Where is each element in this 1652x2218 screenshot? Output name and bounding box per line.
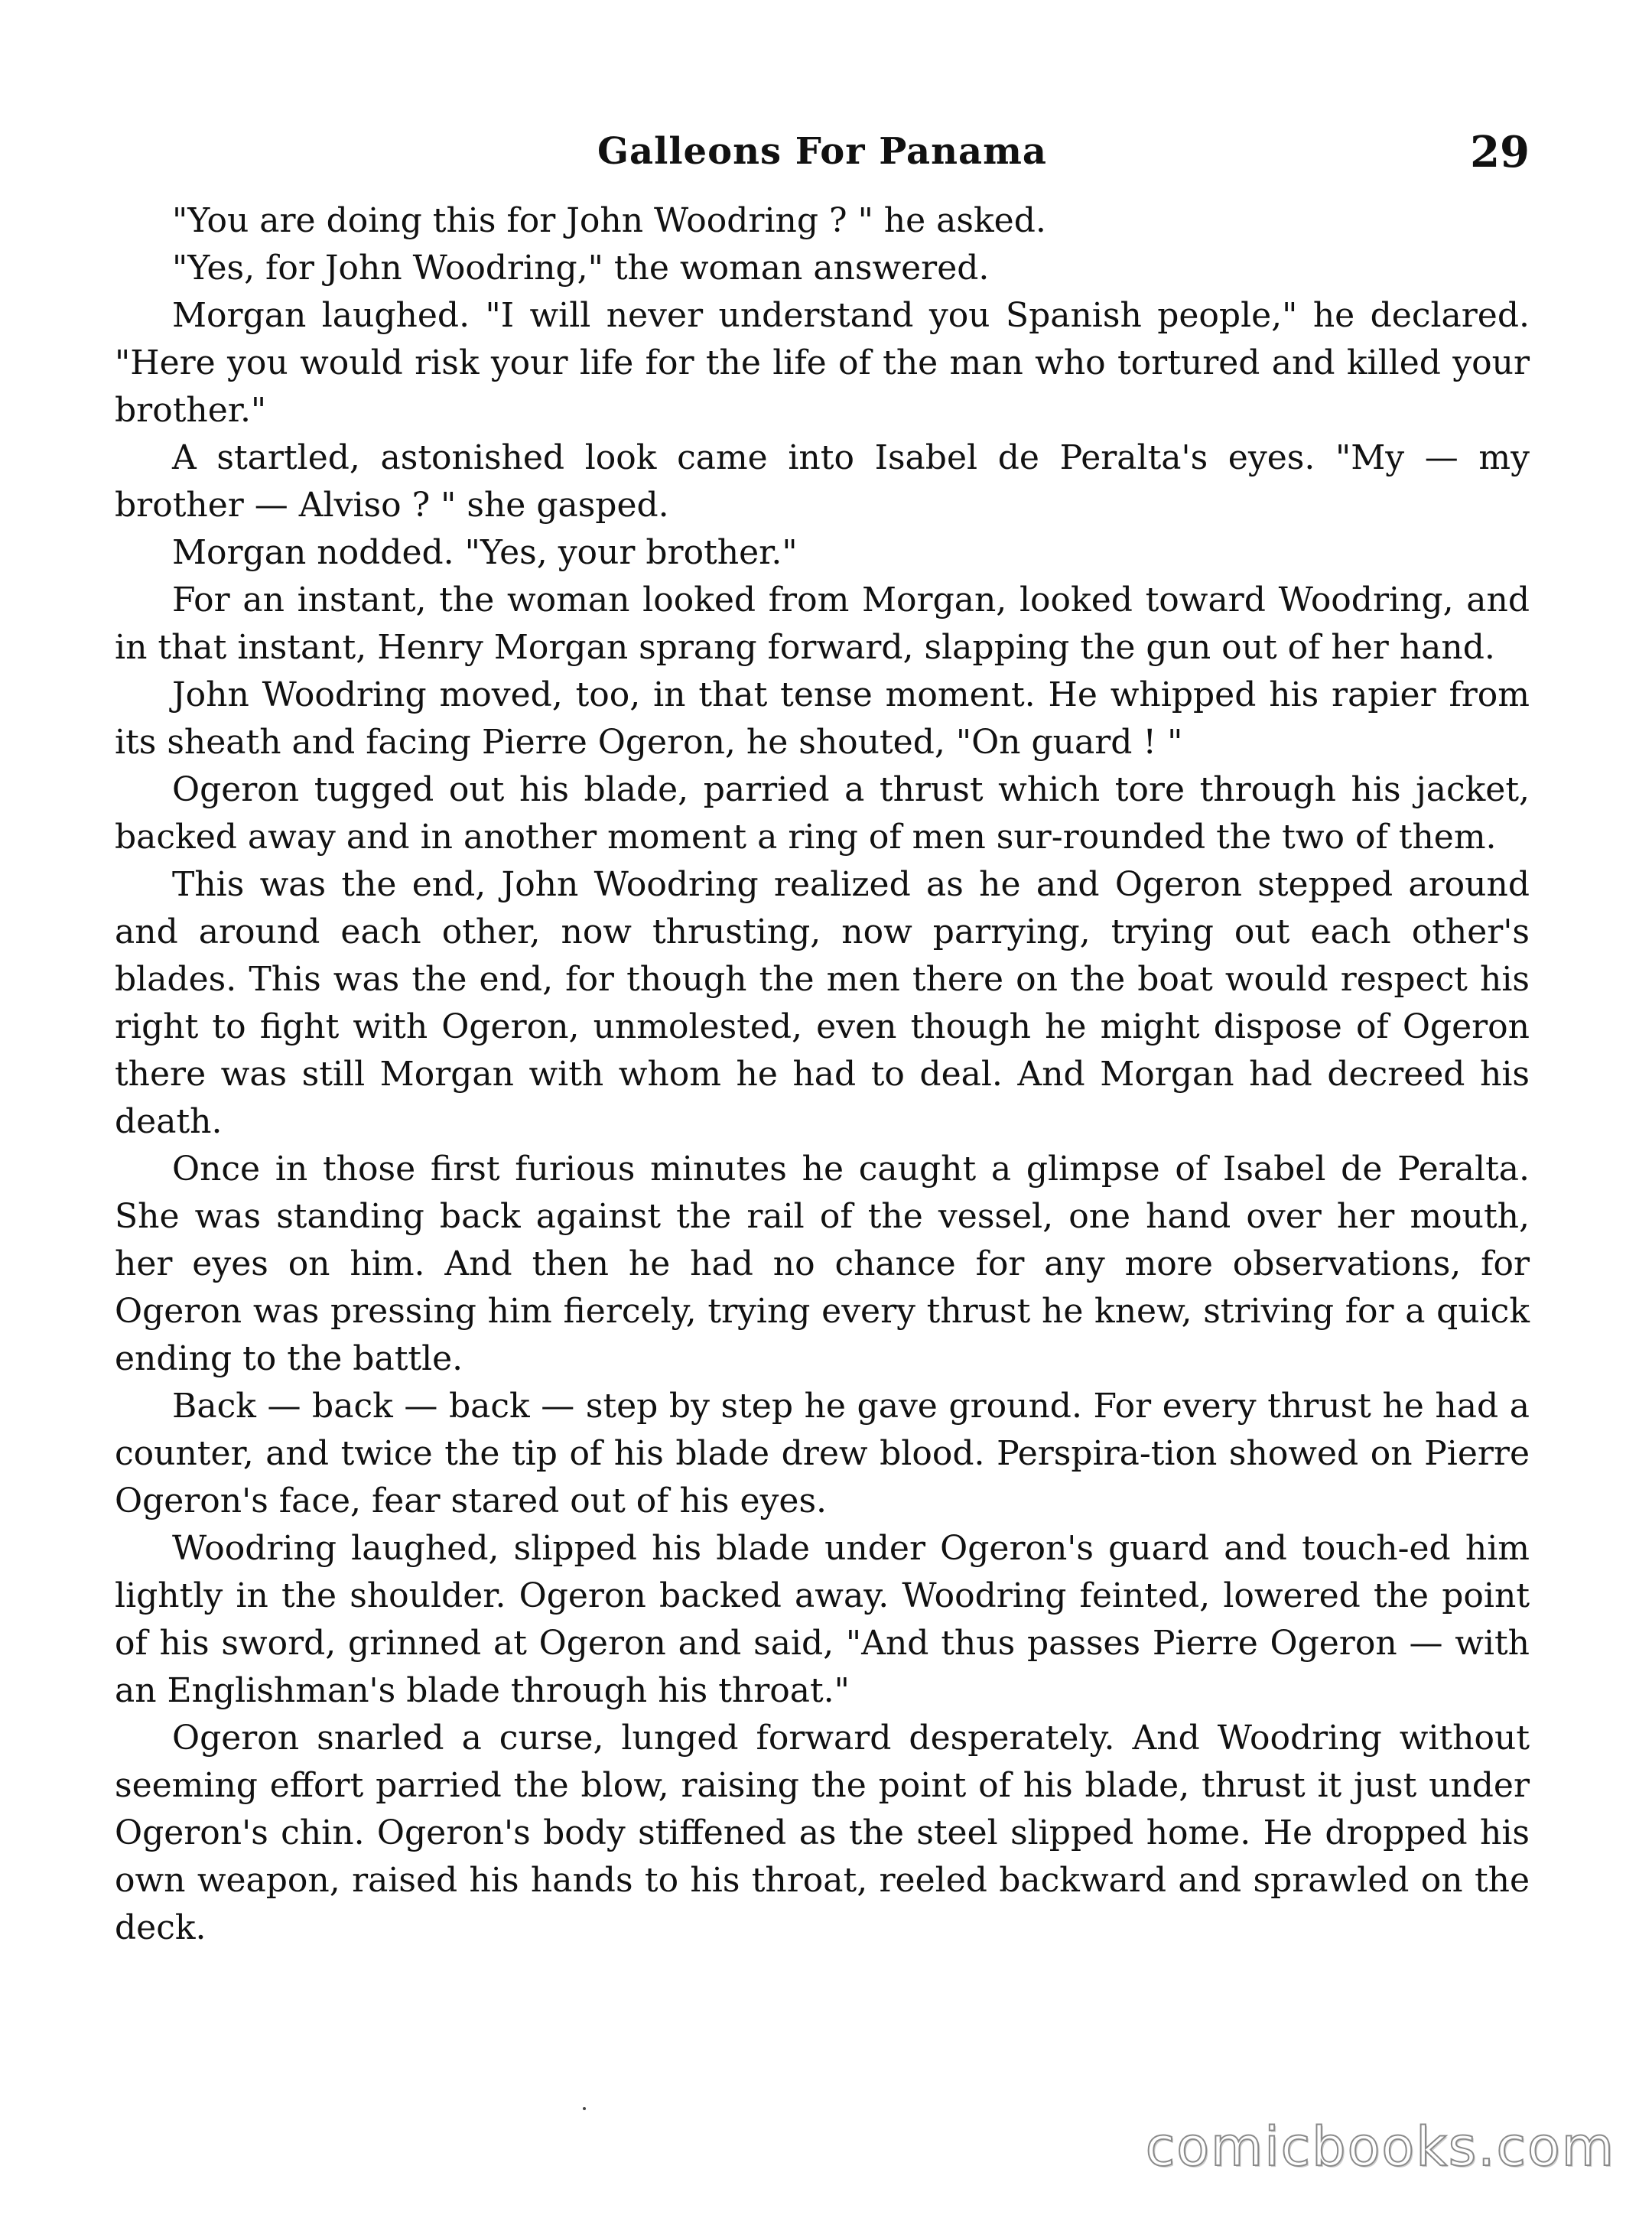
page-number: 29 bbox=[1470, 127, 1530, 177]
print-speck bbox=[583, 2107, 586, 2110]
watermark: comicbooks.com bbox=[1145, 2116, 1615, 2178]
paragraph: Once in those first furious minutes he caught a glimpse of Isabel de Peralta. She was standing back against the rail of the vessel, one hand over her mouth, her eyes on him. And then he had no chance for any more observations, for Ogeron was pressing him fiercely, trying every thrust he knew, striving for a quick ending to the battle. bbox=[115, 1150, 1530, 1378]
page-header bbox=[115, 127, 1530, 184]
paragraph: Ogeron tugged out his blade, parried a thrust which tore through his jacket, backed away and in another moment a ring of men sur-rounded the two of them. bbox=[115, 770, 1530, 857]
paragraph: John Woodring moved, too, in that tense moment. He whipped his rapier from its sheath and facing Pierre Ogeron, he shouted, "On guard ! " bbox=[115, 675, 1530, 762]
paragraph: A startled, astonished look came into Isabel de Peralta's eyes. "My — my brother — Alviso ? " she gasped. bbox=[115, 438, 1530, 525]
body-text bbox=[115, 197, 1530, 1952]
paragraph: Back — back — back — step by step he gave ground. For every thrust he had a counter, and twice the tip of his blade drew blood. Perspira-tion showed on Pierre Ogeron's face, fear stared out of his eyes. bbox=[115, 1387, 1530, 1520]
paragraph: Morgan nodded. "Yes, your brother." bbox=[172, 533, 798, 572]
paragraph: Ogeron snarled a curse, lunged forward desperately. And Woodring without seeming effort parried the blow, raising the point of his blade, thrust it just under Ogeron's chin. Ogeron's body stiffened as the steel slipped home. He dropped his own weapon, raised his hands to his throat, reeled backward and sprawled on the deck. bbox=[115, 1719, 1530, 1947]
paragraph: This was the end, John Woodring realized as he and Ogeron stepped around and around each other, now thrusting, now parrying, trying out each other's blades. This was the end, for though the men there on the boat would respect his right to fight with Ogeron, unmolested, even though he might dispose of Ogeron there was still Morgan with whom he had to deal. And Morgan had decreed his death. bbox=[115, 865, 1530, 1141]
paragraph: Morgan laughed. "I will never understand you Spanish people," he declared. "Here you would risk your life for the life of the man who tortured and killed your brother." bbox=[115, 296, 1530, 430]
paragraph: "You are doing this for John Woodring ? " he asked. bbox=[172, 201, 1046, 240]
running-title: Galleons For Panama bbox=[597, 130, 1047, 173]
paragraph: Woodring laughed, slipped his blade under Ogeron's guard and touch-ed him lightly in the shoulder. Ogeron backed away. Woodring feinted, lowered the point of his sword, grinned at Ogeron and said, "And thus passes Pierre Ogeron — with an Englishman's blade through his throat." bbox=[115, 1529, 1530, 1710]
paragraph: "Yes, for John Woodring," the woman answered. bbox=[172, 249, 990, 288]
paragraph: For an instant, the woman looked from Morgan, looked toward Woodring, and in that instant, Henry Morgan sprang forward, slapping the gun out of her hand. bbox=[115, 581, 1530, 667]
